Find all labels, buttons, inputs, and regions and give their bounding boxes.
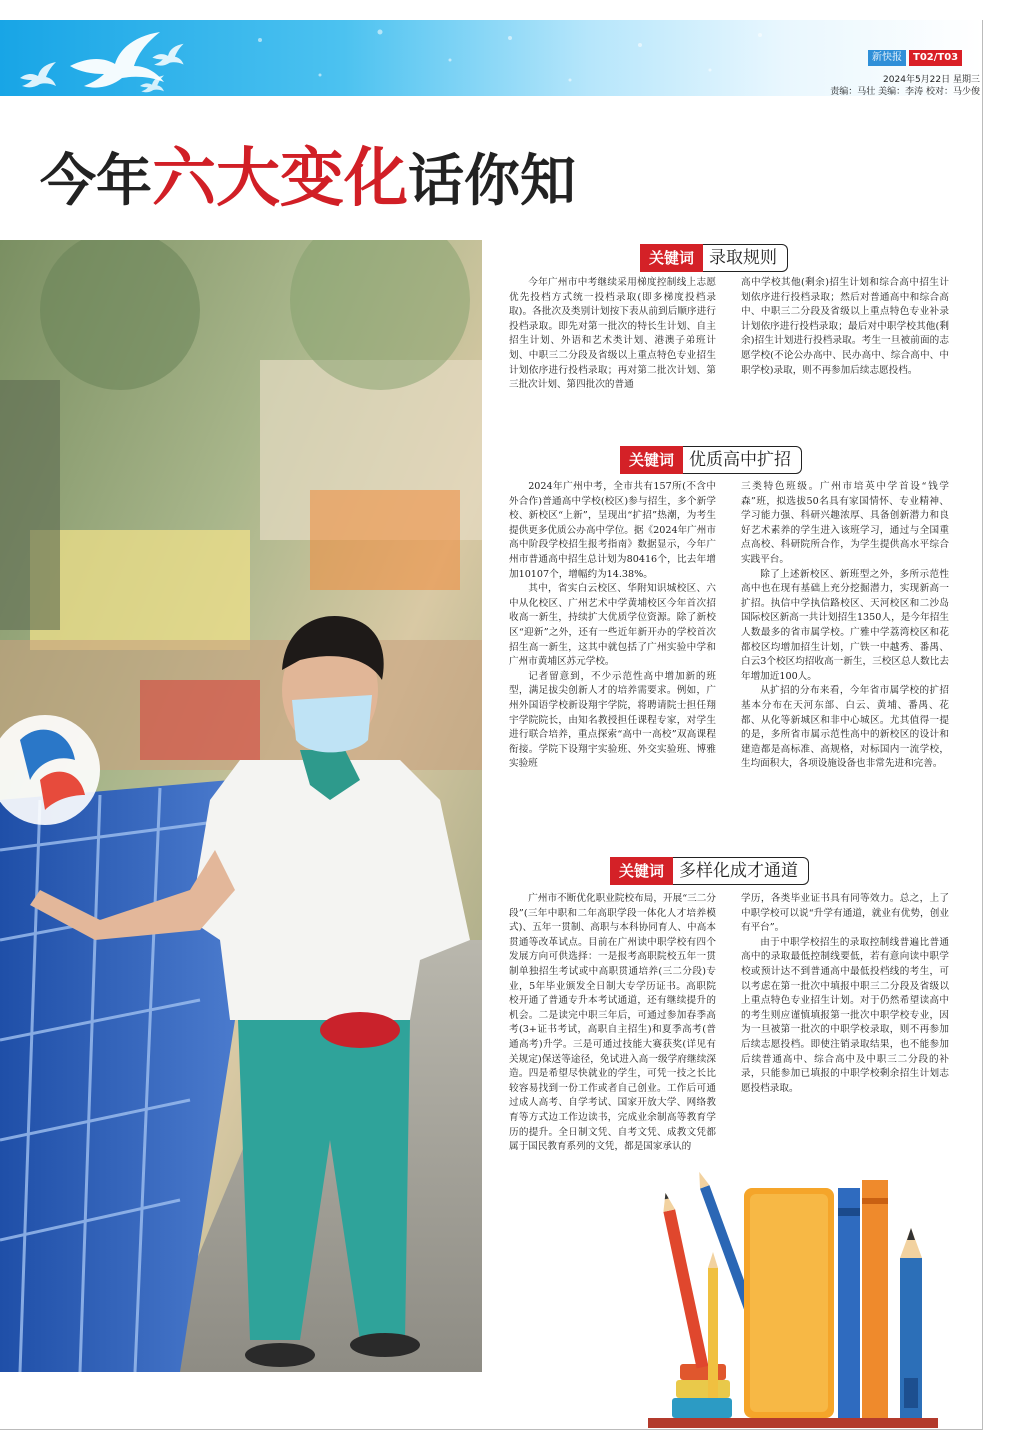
article-high-school-expansion-col2 [741, 480, 949, 842]
paragraph: 高中学校其他(剩余)招生计划和综合高中招生计划依序进行投档录取；然后对普通高中和综合高中、中职三二分段及省级以上重点特色专业补录计划依序进行投档录取；最后对中职学校其他(剩余)招生计划进行投档录取。考生一旦被前面的志愿学校(不论公办高中、民办高中、综合高中、中职学校)录取，则不再参加后续志愿投档。 [741, 277, 949, 376]
paragraph: 从扩招的分布来看，今年省市属学校的扩招基本分布在天河东部、白云、黄埔、番禺、花都、从化等新城区和非中心城区。尤其值得一提的是，多所省市属示范性高中的新校区的设计和建造都是高标准、高规格，对标国内一流学校，生均面积大，各项设施设备也非常先进和完善。 [741, 685, 949, 770]
sparkle-decoration [240, 20, 800, 96]
paragraph: 三类特色班级。广州市培英中学首设“钱学森”班，拟选拔50名具有家国情怀、专业精神、学习能力强、科研兴趣浓厚、具备创新潜力和良好艺术素养的学生进入该班学习，通过与全国重点高校、科研院所合作，为学生提供高水平综合实践平台。 [741, 481, 949, 565]
student-photo [0, 240, 482, 1372]
dateline: 2024年5月22日 星期三 [883, 75, 980, 85]
dove-icon [18, 60, 58, 90]
paragraph: 今年广州市中考继续采用梯度控制线上志愿优先投档方式统一投档录取(即多梯度投档录取)。各批次及类别计划按下表从前到后顺序进行投档录取。即先对第一批次的特长生计划、自主招生计划、外语和艺术类计划、港澳子弟班计划、中职三二分段及省级以上重点特色专业招生计划依序进行投档录取；再对第二批次计划、第三批次计划、第四批次的普通 [509, 277, 716, 391]
keyword-title: 多样化成才通道 [673, 857, 809, 885]
paragraph: 记者留意到，不少示范性高中增加新的班型，满足拔尖创新人才的培养需要求。例如，广州外国语学校新设翔宇学院，将聘请院士担任翔宇学院院长，由知名教授担任课程专家，对学生进行联合培养，重点探索“高中一高校”双高课程衔接。学院下设翔宇实验班、外交实验班、博雅实验班 [509, 670, 716, 770]
page-title [40, 140, 576, 218]
keyword-label: 关键词 [620, 446, 683, 474]
article-high-school-expansion-col1 [509, 480, 716, 842]
keyword-label: 关键词 [610, 857, 673, 885]
keyword-title: 录取规则 [703, 244, 788, 272]
page-frame-bottom [0, 1429, 983, 1430]
keyword-banner-high-school-expansion [620, 446, 802, 474]
dove-icon [138, 74, 166, 94]
paragraph: 其中，省实白云校区、华附知识城校区、六中从化校区、广州艺术中学黄埔校区今年首次招收高一新生，持续扩大优质学位资源。除了新校区“迎新”之外，还有一些近年新开办的学校首次招生高一新生，这其中就包括了广州实验中学和广州市黄埔区苏元学校。 [509, 583, 716, 668]
keyword-banner-admission-rules [640, 244, 788, 272]
paragraph: 广州市不断优化职业院校布局，开展“三二分段”(三年中职和二年高职学段一体化人才培养模式)、五年一贯制、高职与本科协同育人、中高本贯通等改革试点。目前在广州读中职学校有四个发展方向可供选择：一是报考高职院校五年一贯制单独招生考试或中高职贯通培养(三二分段)专业，5年毕业颁发全日制大专学历证书。高职院校开通了普通专升本考试通道，还有继续提升的机会。二是读完中职三年后，可通过参加春季高考(3+证书考试，高职自主招生)和夏季高考(普通高考)升学。三是可通过技能大赛获奖(详见有关规定)保送等途径，免试进入高一级学府继续深造。四是希望尽快就业的学生，可凭一技之长比较容易找到一份工作或者自己创业。工作后可通过成人高考、自学考试、国家开放大学、网络教育等方式边工作边读书，完成业余制高等教育学历的提升。全日制文凭、自考文凭、成教文凭都属于国民教育系列的文凭，都是国家承认的 [509, 893, 716, 1153]
title-highlight: 六大变化 [152, 141, 408, 216]
keyword-label: 关键词 [640, 244, 703, 272]
paragraph: 由于中职学校招生的录取控制线普遍比普通高中的录取最低控制线要低，若有意向读中职学校或预计达不到普通高中最低投档线的考生，可以考虑在第一批次中填报中职三二分段及省级以上重点特色专业招生计划。对于仍然希望读高中的考生则应谨慎填报第一批次中职学校专业，因为一旦被第一批次的中职学校录取，则不再参加后续志愿投档。即使注销录取结果，也不能参加后续普通高中、综合高中及中职三二分段的补录，只能参加已填报的中职学校剩余招生计划志愿投档录取。 [741, 936, 949, 1094]
article-admission-rules-col2 [741, 276, 949, 428]
editors-line: 责编：马壮 美编：李涛 校对：马少俊 [830, 87, 980, 96]
title-part-3: 话你知 [408, 148, 576, 214]
page-tags [868, 50, 962, 66]
page-header [0, 20, 982, 96]
page-number-tag: T02/T03 [909, 50, 962, 66]
paragraph: 除了上述新校区、新班型之外，多所示范性高中也在现有基础上充分挖掘潜力，实现新高一扩招。执信中学执信路校区、天河校区和二沙岛国际校区新高一共计划招生1350人，是今年招生人数最多的省市属学校。广雅中学荔湾校区和花都校区均增加招生计划，广铁一中越秀、番禺、白云3个校区均招收高一新生，三校区总人数比去年增加近100人。 [741, 568, 949, 682]
title-part-1: 今年 [40, 148, 152, 214]
article-diverse-paths-col2 [741, 892, 949, 1156]
page-frame-right [982, 20, 983, 1430]
keyword-banner-diverse-paths [610, 857, 809, 885]
article-admission-rules-col1 [509, 276, 716, 428]
paragraph: 2024年广州中考，全市共有157所(不含中外合作)普通高中学校(校区)参与招生，多个新学校、新校区“上新”，呈现出“扩招”热潮，为考生提供更多优质公办高中学位。据《2024年广州市高中阶段学校招生报考指南》数据显示，今年广州市普通高中招生总计划为80416个，比去年增加10107个，增幅约为14.38%。 [509, 481, 716, 580]
books-pencils-illustration [642, 1168, 942, 1430]
dove-icon [150, 42, 186, 68]
paragraph: 学历，各类毕业证书具有同等效力。总之，上了中职学校可以说“升学有通道，就业有优势，创业有平台”。 [741, 893, 949, 934]
keyword-title: 优质高中扩招 [683, 446, 802, 474]
paper-tag: 新快报 [868, 50, 906, 66]
